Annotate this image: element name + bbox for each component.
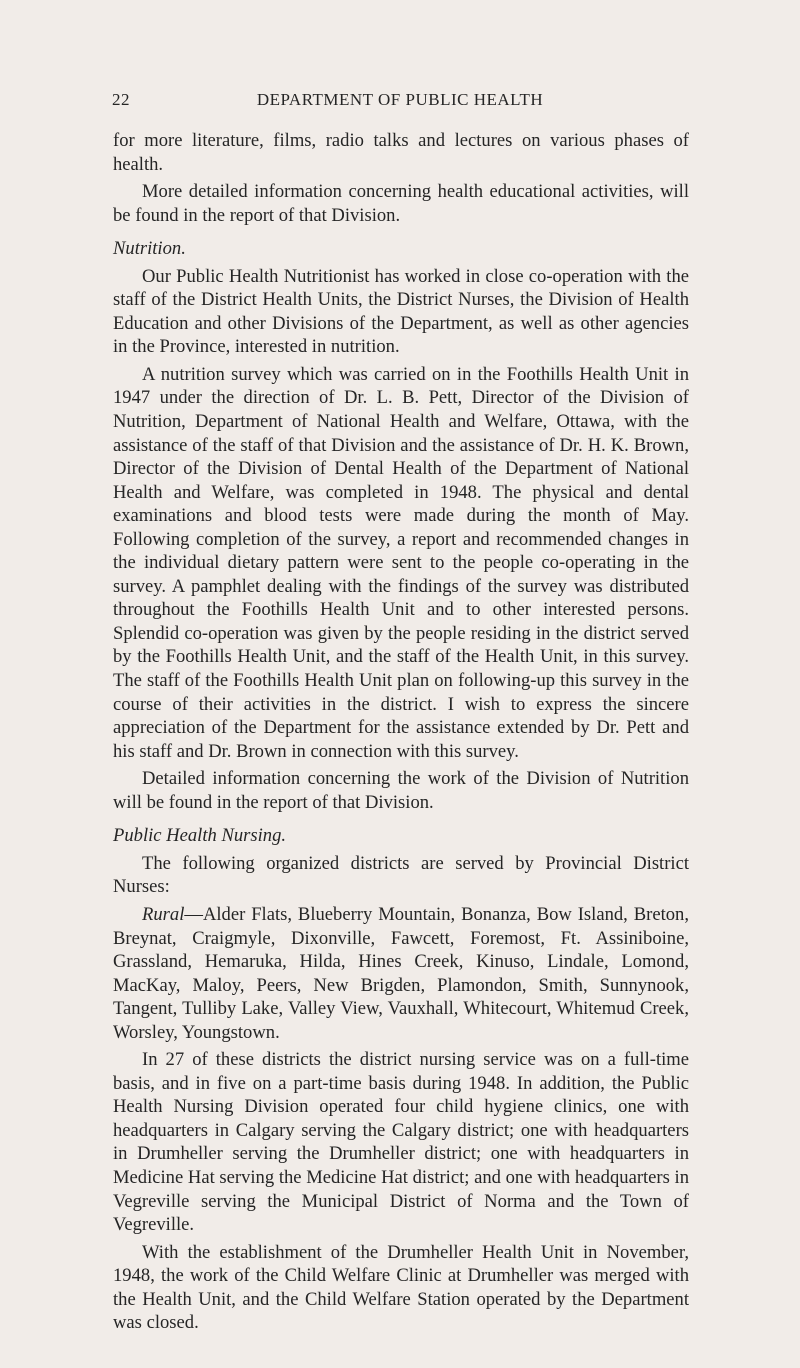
- paragraph-nutrition-survey: A nutrition survey which was carried on in the Foothills Health Unit in 1947 under the direction of Dr. L. B. Pett, Director of the Division of Nutrition, Department of National Health and Welfare, Ottawa, with the assistance of the staff of that Division and the assistance of Dr. H. K. Brown, Director of the Division of Dental Health of the Department of National Health and Welfare, was completed in 1948. The physical and dental examinations and blood tests were made during the month of May. Following completion of the survey, a report and recommended changes in the individual dietary pattern were sent to the people co-operating in the survey. A pamphlet dealing with the findings of the survey was distributed throughout the Foothills Health Unit and to other interested persons. Splendid co-operation was given by the people residing in the district served by the Foothills Health Unit, and the staff of the Health Unit, in this survey. The staff of the Foothills Health Unit plan on following-up this survey in the course of their activities in the district. I wish to express the sincere appreciation of the Department for the assistance extended by Dr. Pett and his staff and Dr. Brown in connection with this survey.: [113, 363, 689, 762]
- rural-districts-list: —Alder Flats, Blueberry Mountain, Bonanza, Bow Island, Breton, Breynat, Craigmyle, Dixonville, Fawcett, Foremost, Ft. Assiniboine, Grassland, Hemaruka, Hilda, Hines Creek, Kinuso, Lindale, Lomond, MacKay, Maloy, Peers, New Brigden, Plamondon, Smith, Sunnynook, Tangent, Tulliby Lake, Valley View, Vauxhall, Whitecourt, Whitemud Creek, Worsley, Youngstown.: [113, 903, 689, 1043]
- paragraph-nursing-service: In 27 of these districts the district nursing service was on a full-time basis, and in five on a part-time basis during 1948. In addition, the Public Health Nursing Division operated four child hygiene clinics, one with headquarters in Calgary serving the Calgary district; one with headquarters in Drumheller serving the Drumheller district; one with headquarters in Medicine Hat serving the Medicine Hat district; and one with headquarters in Vegreville serving the Municipal District of Norma and the Town of Vegreville.: [113, 1049, 689, 1236]
- paragraph-nutrition-details: Detailed information concerning the work of the Division of Nutrition will be found in the report of that Division.: [113, 768, 689, 813]
- paragraph-rural-districts: [113, 903, 689, 1044]
- paragraph-drumheller-unit: With the establishment of the Drumheller Health Unit in November, 1948, the work of the Child Welfare Clinic at Drumheller was merged with the Health Unit, and the Child Welfare Station operated by the Department was closed.: [113, 1241, 689, 1334]
- header-title: DEPARTMENT OF PUBLIC HEALTH: [256, 90, 544, 109]
- paragraph-nutritionist: Our Public Health Nutritionist has worked in close co-operation with the staff of the District Health Units, the District Nurses, the Division of Health Education and other Divisions of the Department, as well as other agencies in the Province, interested in nutrition.: [113, 265, 689, 358]
- page-number: 22: [112, 90, 130, 109]
- rural-label: Rural: [142, 903, 185, 925]
- running-header: [112, 90, 688, 114]
- section-heading-public-health-nursing: Public Health Nursing.: [113, 825, 287, 847]
- paragraph-districts-intro: The following organized districts are served by Provincial District Nurses:: [113, 852, 689, 898]
- paragraph-health-education-details: More detailed information concerning health educational activities, will be found in the report of that Division.: [113, 181, 689, 226]
- paragraph-health-education-continued: for more literature, films, radio talks and lectures on various phases of health.: [113, 130, 689, 175]
- body-text: [113, 129, 689, 1335]
- section-heading-nutrition: Nutrition.: [113, 238, 186, 260]
